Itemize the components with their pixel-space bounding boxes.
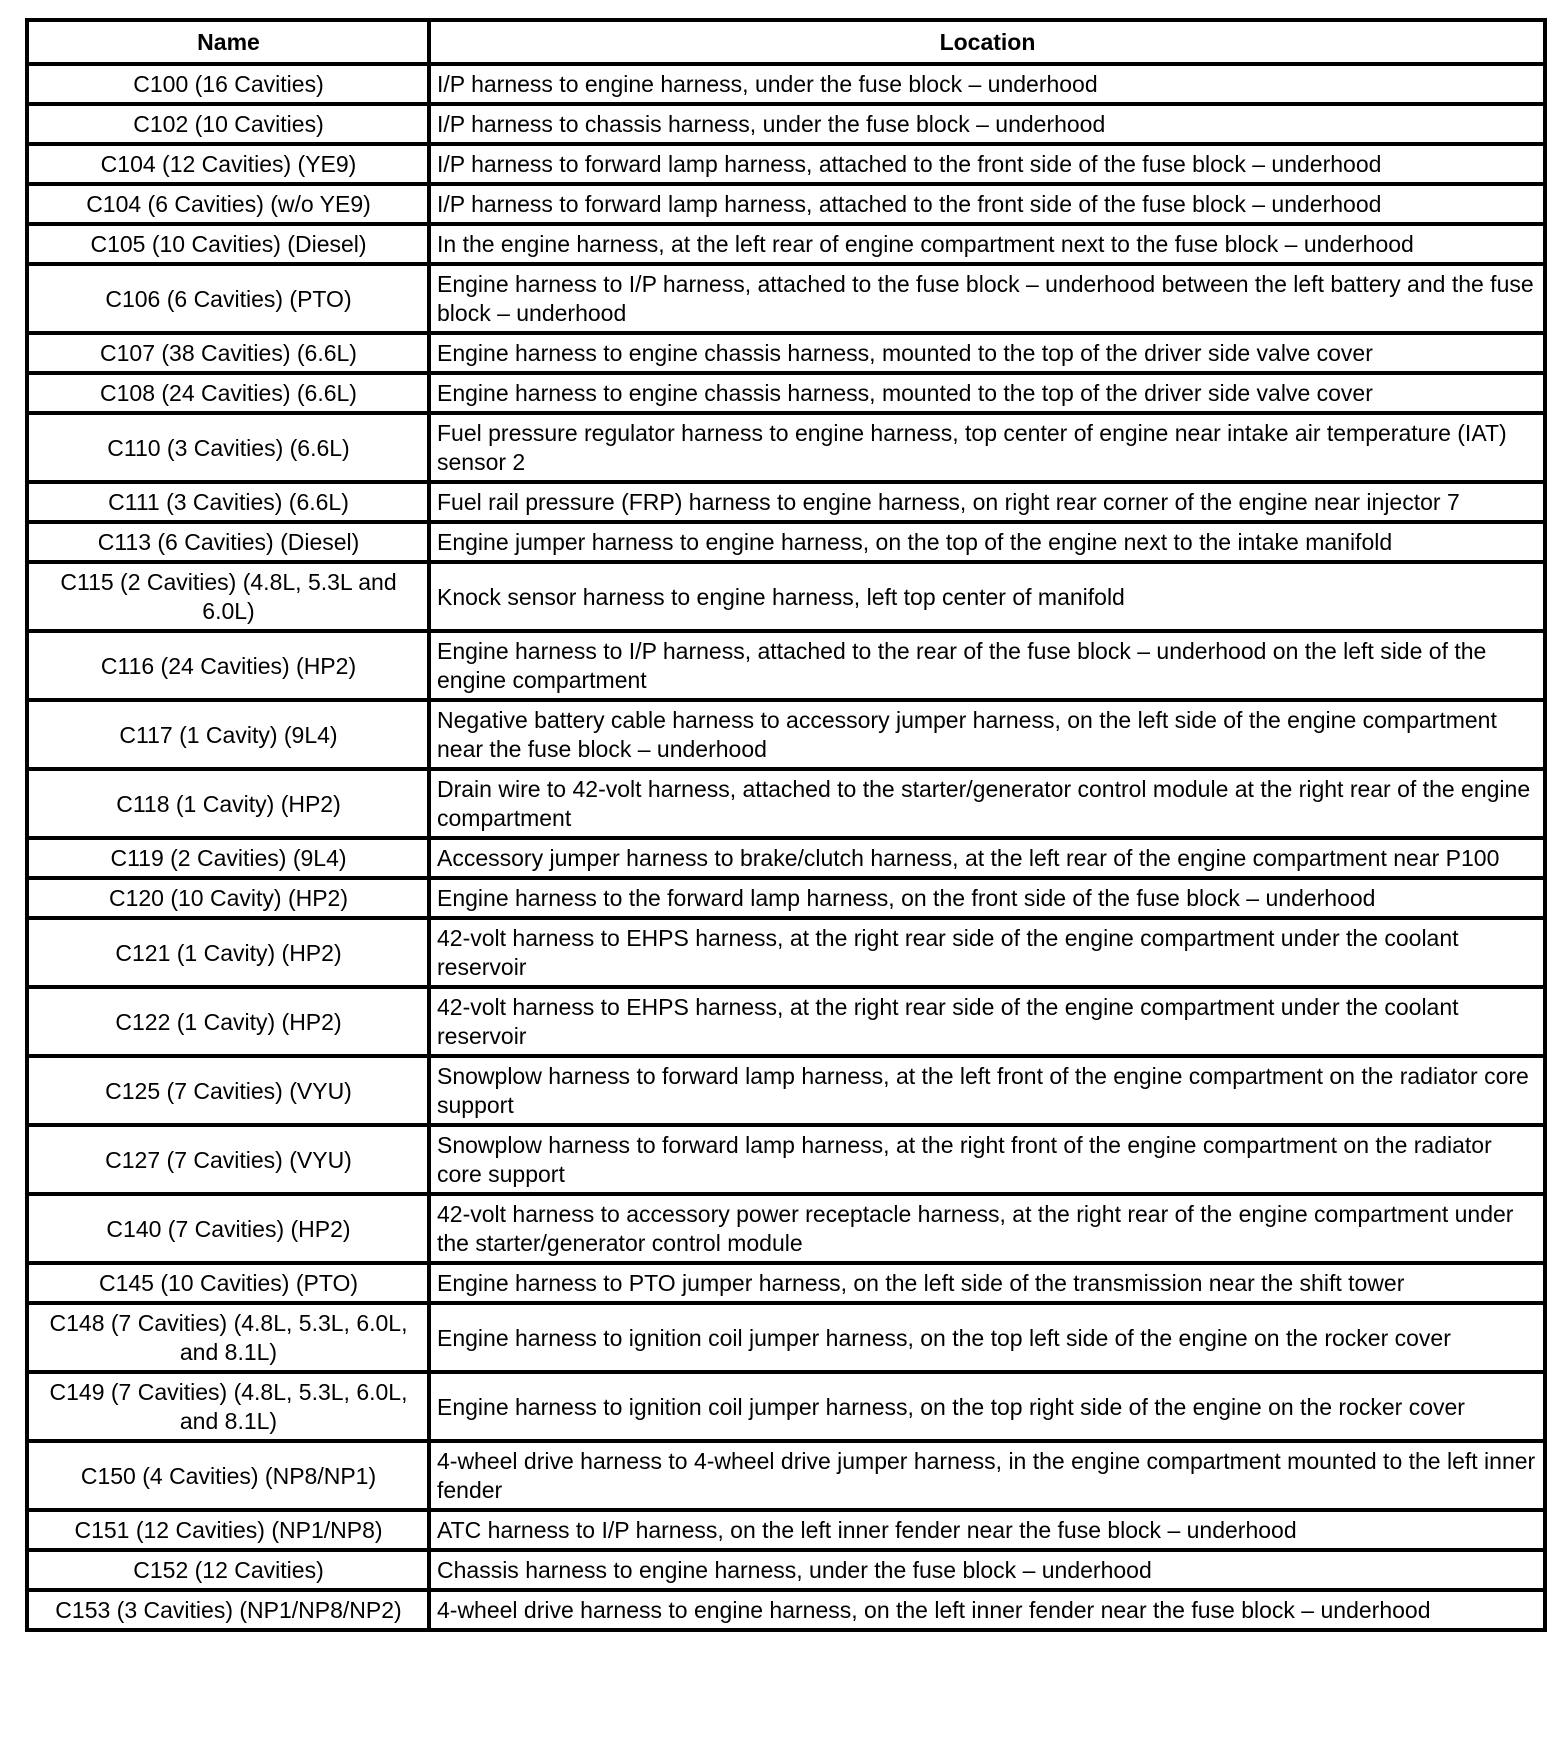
table-row bbox=[27, 373, 1545, 413]
connector-name-cell: C148 (7 Cavities) (4.8L, 5.3L, 6.0L, and 8.1L) bbox=[27, 1303, 429, 1372]
table-row bbox=[27, 1263, 1545, 1303]
connector-location-cell: 42-volt harness to accessory power receptacle harness, at the right rear of the engine compartment under the starter/generator control module bbox=[429, 1194, 1545, 1263]
table-row bbox=[27, 482, 1545, 522]
connector-location-cell: Engine harness to PTO jumper harness, on the left side of the transmission near the shift tower bbox=[429, 1263, 1545, 1303]
connector-name-cell: C104 (6 Cavities) (w/o YE9) bbox=[27, 184, 429, 224]
connector-name-cell: C118 (1 Cavity) (HP2) bbox=[27, 769, 429, 838]
table-row bbox=[27, 264, 1545, 333]
table-row bbox=[27, 184, 1545, 224]
connector-name-cell: C122 (1 Cavity) (HP2) bbox=[27, 987, 429, 1056]
table-header-row bbox=[27, 20, 1545, 64]
connector-location-cell: I/P harness to engine harness, under the fuse block – underhood bbox=[429, 64, 1545, 104]
connector-location-cell: Drain wire to 42-volt harness, attached to the starter/generator control module at the right rear of the engine compartment bbox=[429, 769, 1545, 838]
connector-name-cell: C111 (3 Cavities) (6.6L) bbox=[27, 482, 429, 522]
table-row bbox=[27, 700, 1545, 769]
connector-location-cell: 4-wheel drive harness to 4-wheel drive jumper harness, in the engine compartment mounted to the left inner fender bbox=[429, 1441, 1545, 1510]
connector-name-cell: C100 (16 Cavities) bbox=[27, 64, 429, 104]
table-row bbox=[27, 104, 1545, 144]
table-row bbox=[27, 878, 1545, 918]
table-row bbox=[27, 1056, 1545, 1125]
connector-location-cell: Engine harness to the forward lamp harness, on the front side of the fuse block – underhood bbox=[429, 878, 1545, 918]
connector-name-cell: C152 (12 Cavities) bbox=[27, 1550, 429, 1590]
connector-name-cell: C153 (3 Cavities) (NP1/NP8/NP2) bbox=[27, 1590, 429, 1630]
table-row bbox=[27, 769, 1545, 838]
connector-location-cell: Negative battery cable harness to accessory jumper harness, on the left side of the engine compartment near the fuse block – underhood bbox=[429, 700, 1545, 769]
table-row bbox=[27, 224, 1545, 264]
connector-location-cell: Engine harness to ignition coil jumper harness, on the top left side of the engine on the rocker cover bbox=[429, 1303, 1545, 1372]
connector-location-cell: I/P harness to forward lamp harness, attached to the front side of the fuse block – underhood bbox=[429, 144, 1545, 184]
connector-location-cell: Chassis harness to engine harness, under the fuse block – underhood bbox=[429, 1550, 1545, 1590]
table-row bbox=[27, 1441, 1545, 1510]
connector-name-cell: C102 (10 Cavities) bbox=[27, 104, 429, 144]
table-row bbox=[27, 144, 1545, 184]
table-row bbox=[27, 918, 1545, 987]
connector-name-cell: C140 (7 Cavities) (HP2) bbox=[27, 1194, 429, 1263]
connector-name-cell: C151 (12 Cavities) (NP1/NP8) bbox=[27, 1510, 429, 1550]
table-row bbox=[27, 64, 1545, 104]
connector-name-cell: C145 (10 Cavities) (PTO) bbox=[27, 1263, 429, 1303]
column-header-name: Name bbox=[27, 20, 429, 64]
connector-location-cell: 42-volt harness to EHPS harness, at the right rear side of the engine compartment under the coolant reservoir bbox=[429, 918, 1545, 987]
connector-name-cell: C121 (1 Cavity) (HP2) bbox=[27, 918, 429, 987]
connector-location-cell: Fuel pressure regulator harness to engine harness, top center of engine near intake air temperature (IAT) sensor 2 bbox=[429, 413, 1545, 482]
connector-name-cell: C150 (4 Cavities) (NP8/NP1) bbox=[27, 1441, 429, 1510]
connector-name-cell: C106 (6 Cavities) (PTO) bbox=[27, 264, 429, 333]
connector-location-cell: Engine harness to I/P harness, attached to the rear of the fuse block – underhood on the left side of the engine compartment bbox=[429, 631, 1545, 700]
connector-location-cell: 42-volt harness to EHPS harness, at the right rear side of the engine compartment under the coolant reservoir bbox=[429, 987, 1545, 1056]
table-row bbox=[27, 1125, 1545, 1194]
connector-name-cell: C115 (2 Cavities) (4.8L, 5.3L and 6.0L) bbox=[27, 562, 429, 631]
table-row bbox=[27, 987, 1545, 1056]
connector-location-cell: Engine harness to ignition coil jumper harness, on the top right side of the engine on the rocker cover bbox=[429, 1372, 1545, 1441]
table-row bbox=[27, 1372, 1545, 1441]
connector-name-cell: C119 (2 Cavities) (9L4) bbox=[27, 838, 429, 878]
connector-location-cell: Engine jumper harness to engine harness, on the top of the engine next to the intake manifold bbox=[429, 522, 1545, 562]
connector-location-cell: 4-wheel drive harness to engine harness, on the left inner fender near the fuse block – underhood bbox=[429, 1590, 1545, 1630]
table-row bbox=[27, 1590, 1545, 1630]
connector-name-cell: C105 (10 Cavities) (Diesel) bbox=[27, 224, 429, 264]
connector-name-cell: C104 (12 Cavities) (YE9) bbox=[27, 144, 429, 184]
connector-location-cell: In the engine harness, at the left rear of engine compartment next to the fuse block – underhood bbox=[429, 224, 1545, 264]
table-row bbox=[27, 1550, 1545, 1590]
connector-location-cell: I/P harness to forward lamp harness, attached to the front side of the fuse block – underhood bbox=[429, 184, 1545, 224]
table-row bbox=[27, 838, 1545, 878]
connector-location-cell: Fuel rail pressure (FRP) harness to engine harness, on right rear corner of the engine near injector 7 bbox=[429, 482, 1545, 522]
table-row bbox=[27, 631, 1545, 700]
connector-name-cell: C116 (24 Cavities) (HP2) bbox=[27, 631, 429, 700]
connector-location-cell: ATC harness to I/P harness, on the left inner fender near the fuse block – underhood bbox=[429, 1510, 1545, 1550]
table-row bbox=[27, 333, 1545, 373]
connector-location-cell: Engine harness to I/P harness, attached to the fuse block – underhood between the left battery and the fuse block – underhood bbox=[429, 264, 1545, 333]
connector-location-cell: Snowplow harness to forward lamp harness, at the right front of the engine compartment on the radiator core support bbox=[429, 1125, 1545, 1194]
connector-name-cell: C117 (1 Cavity) (9L4) bbox=[27, 700, 429, 769]
table-row bbox=[27, 413, 1545, 482]
connector-location-cell: Engine harness to engine chassis harness, mounted to the top of the driver side valve cover bbox=[429, 333, 1545, 373]
connector-location-cell: Accessory jumper harness to brake/clutch harness, at the left rear of the engine compartment near P100 bbox=[429, 838, 1545, 878]
connector-name-cell: C113 (6 Cavities) (Diesel) bbox=[27, 522, 429, 562]
connector-name-cell: C107 (38 Cavities) (6.6L) bbox=[27, 333, 429, 373]
connector-location-cell: Snowplow harness to forward lamp harness, at the left front of the engine compartment on the radiator core support bbox=[429, 1056, 1545, 1125]
connector-name-cell: C125 (7 Cavities) (VYU) bbox=[27, 1056, 429, 1125]
connector-location-cell: Knock sensor harness to engine harness, left top center of manifold bbox=[429, 562, 1545, 631]
connector-location-cell: I/P harness to chassis harness, under the fuse block – underhood bbox=[429, 104, 1545, 144]
table-row bbox=[27, 1510, 1545, 1550]
connector-location-table bbox=[25, 18, 1547, 1632]
connector-location-cell: Engine harness to engine chassis harness, mounted to the top of the driver side valve cover bbox=[429, 373, 1545, 413]
table-row bbox=[27, 1194, 1545, 1263]
table-row bbox=[27, 1303, 1545, 1372]
connector-name-cell: C108 (24 Cavities) (6.6L) bbox=[27, 373, 429, 413]
connector-name-cell: C110 (3 Cavities) (6.6L) bbox=[27, 413, 429, 482]
connector-name-cell: C120 (10 Cavity) (HP2) bbox=[27, 878, 429, 918]
connector-name-cell: C127 (7 Cavities) (VYU) bbox=[27, 1125, 429, 1194]
connector-name-cell: C149 (7 Cavities) (4.8L, 5.3L, 6.0L, and 8.1L) bbox=[27, 1372, 429, 1441]
table-row bbox=[27, 522, 1545, 562]
document-sheet bbox=[25, 18, 1543, 1632]
table-row bbox=[27, 562, 1545, 631]
column-header-location: Location bbox=[429, 20, 1545, 64]
